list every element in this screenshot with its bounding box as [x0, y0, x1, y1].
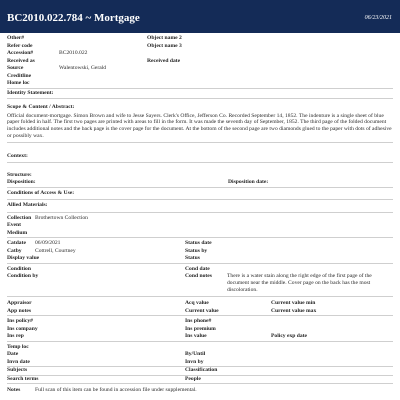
- subjects-label: Subjects: [7, 367, 28, 374]
- received-as-label: Received as: [7, 57, 35, 64]
- cond-notes-label: Cond notes: [185, 273, 212, 280]
- status-by-label: Status by: [185, 247, 208, 254]
- condition-by-label: Condition by: [7, 273, 39, 280]
- field-row: [7, 58, 393, 66]
- ins-rep-label: Ins rep: [7, 333, 24, 340]
- classification-label: Classification: [185, 367, 218, 374]
- other-label: Other#: [7, 35, 25, 41]
- refer-code-label: Refer code: [7, 42, 33, 49]
- collection-value: Brothertown Collection: [35, 214, 88, 221]
- invn-date-label: Invn date: [7, 358, 30, 365]
- field-row: [7, 104, 393, 112]
- field-row: [7, 240, 393, 248]
- current-value-max-label: Current value max: [271, 307, 317, 314]
- notes-label: Notes: [7, 387, 21, 394]
- field-row: [7, 387, 393, 395]
- display-value-label: Display value: [7, 255, 40, 262]
- source-value: Walentowski, Gerald: [59, 65, 107, 71]
- ins-phone-label: Ins phone#: [185, 318, 212, 325]
- collection-label: Collection: [7, 214, 32, 221]
- field-row: [7, 80, 393, 89]
- catby-label: Catby: [7, 247, 22, 254]
- by-until-label: By/Until: [185, 351, 206, 358]
- field-row: [7, 222, 393, 230]
- field-row: [7, 172, 393, 180]
- record-date: 06/23/2021: [364, 15, 392, 21]
- field-row: [7, 200, 393, 213]
- app-notes-label: App notes: [7, 307, 32, 314]
- context-label: Context:: [7, 153, 28, 160]
- current-value-label: Current value: [185, 307, 219, 314]
- field-row: [7, 50, 393, 58]
- field-row: [7, 376, 393, 385]
- appraisor-label: Appraisor: [7, 300, 32, 307]
- catdate-value: 06/09/2021: [35, 240, 61, 247]
- field-row: [7, 248, 393, 256]
- disposition-label: Disposition:: [7, 179, 36, 186]
- catdate-label: Catdate: [7, 240, 26, 247]
- creditline-label: Creditline: [7, 72, 32, 79]
- ins-policy-label: Ins policy#: [7, 318, 33, 325]
- current-value-min-label: Current value min: [271, 300, 316, 307]
- field-row: [7, 215, 393, 223]
- field-row: [7, 318, 393, 326]
- field-row: [7, 35, 393, 43]
- field-row: [7, 326, 393, 334]
- allied-materials-label: Allied Materials:: [7, 202, 48, 209]
- field-row: [7, 73, 393, 81]
- object-name3-label: Object name 3: [147, 42, 182, 49]
- policy-exp-date-label: Policy exp date: [271, 333, 308, 340]
- ins-value-label: Ins value: [185, 333, 207, 340]
- home-loc-label: Home loc: [7, 80, 30, 86]
- accession-value: BC2010.022: [59, 50, 88, 56]
- temp-loc-label: Temp loc: [7, 343, 29, 350]
- object-name2-label: Object name 2: [147, 35, 182, 41]
- field-row: [7, 333, 393, 342]
- field-row: [7, 300, 393, 308]
- field-row: [7, 152, 393, 163]
- accession-label: Accession#: [7, 50, 34, 56]
- date-label: Date: [7, 351, 19, 358]
- record-body: [7, 35, 393, 395]
- disposition-date-label: Disposition date:: [228, 179, 269, 186]
- field-row: [7, 273, 393, 297]
- field-row: [7, 367, 393, 376]
- received-date-label: Received date: [147, 57, 181, 64]
- invn-by-label: Invn by: [185, 358, 204, 365]
- field-row: [7, 188, 393, 201]
- scope-text: Official document-mortgage. Simon Brown and wife to Jesse Sayers. Clerk's Office, Jefferson Co. Recorded September 14, 1852. The indenture is a single sheet of blue paper folded in half. The first two pages are printed with areas to fill in the form. It was made the seventh day of September, 1852. The third page of the folded document includes additional notes and the back page is the cover page for the document. At the bottom of the second page are two diamonds glued to the paper with dots of adhesive or possibly wax.: [7, 112, 392, 140]
- record-header: [0, 0, 400, 33]
- status-label: Status: [185, 255, 200, 262]
- condition-label: Condition: [7, 265, 31, 272]
- people-label: People: [185, 375, 201, 382]
- notes-value: Full scan of this item can be found in accession file under supplemental.: [35, 387, 197, 394]
- conditions-access-label: Conditions of Access & Use:: [7, 189, 75, 196]
- ins-premium-label: Ins premium: [185, 325, 216, 332]
- scope-heading: Scope & Content / Abstract:: [7, 104, 75, 110]
- field-row: [7, 230, 393, 239]
- acq-value-label: Acq value: [185, 300, 209, 307]
- cond-date-label: Cond date: [185, 265, 210, 272]
- record-title: BC2010.022.784 ~ Mortgage: [7, 12, 140, 24]
- cond-notes-value: There is a water stain along the right edge of the first page of the document near the middle. Cover page on the back has the most discoloration.: [227, 273, 372, 294]
- field-row: [7, 179, 393, 188]
- field-row: [7, 255, 393, 264]
- search-terms-label: Search terms: [7, 375, 39, 382]
- structure-label: Structure:: [7, 171, 32, 178]
- field-row: [7, 344, 393, 352]
- identity-statement-label: Identity Statement:: [7, 89, 54, 96]
- field-row: [7, 89, 393, 100]
- field-row: [7, 359, 393, 368]
- field-row: [7, 308, 393, 317]
- field-row: [7, 43, 393, 51]
- medium-label: Medium: [7, 229, 28, 236]
- status-date-label: Status date: [185, 240, 212, 247]
- source-label: Source: [7, 65, 24, 71]
- field-row: [7, 351, 393, 359]
- ins-company-label: Ins company: [7, 325, 38, 332]
- catby-value: Cottrell, Courtney: [35, 247, 76, 254]
- scope-text-row: [7, 112, 393, 144]
- event-label: Event: [7, 222, 21, 229]
- field-row: [7, 65, 393, 73]
